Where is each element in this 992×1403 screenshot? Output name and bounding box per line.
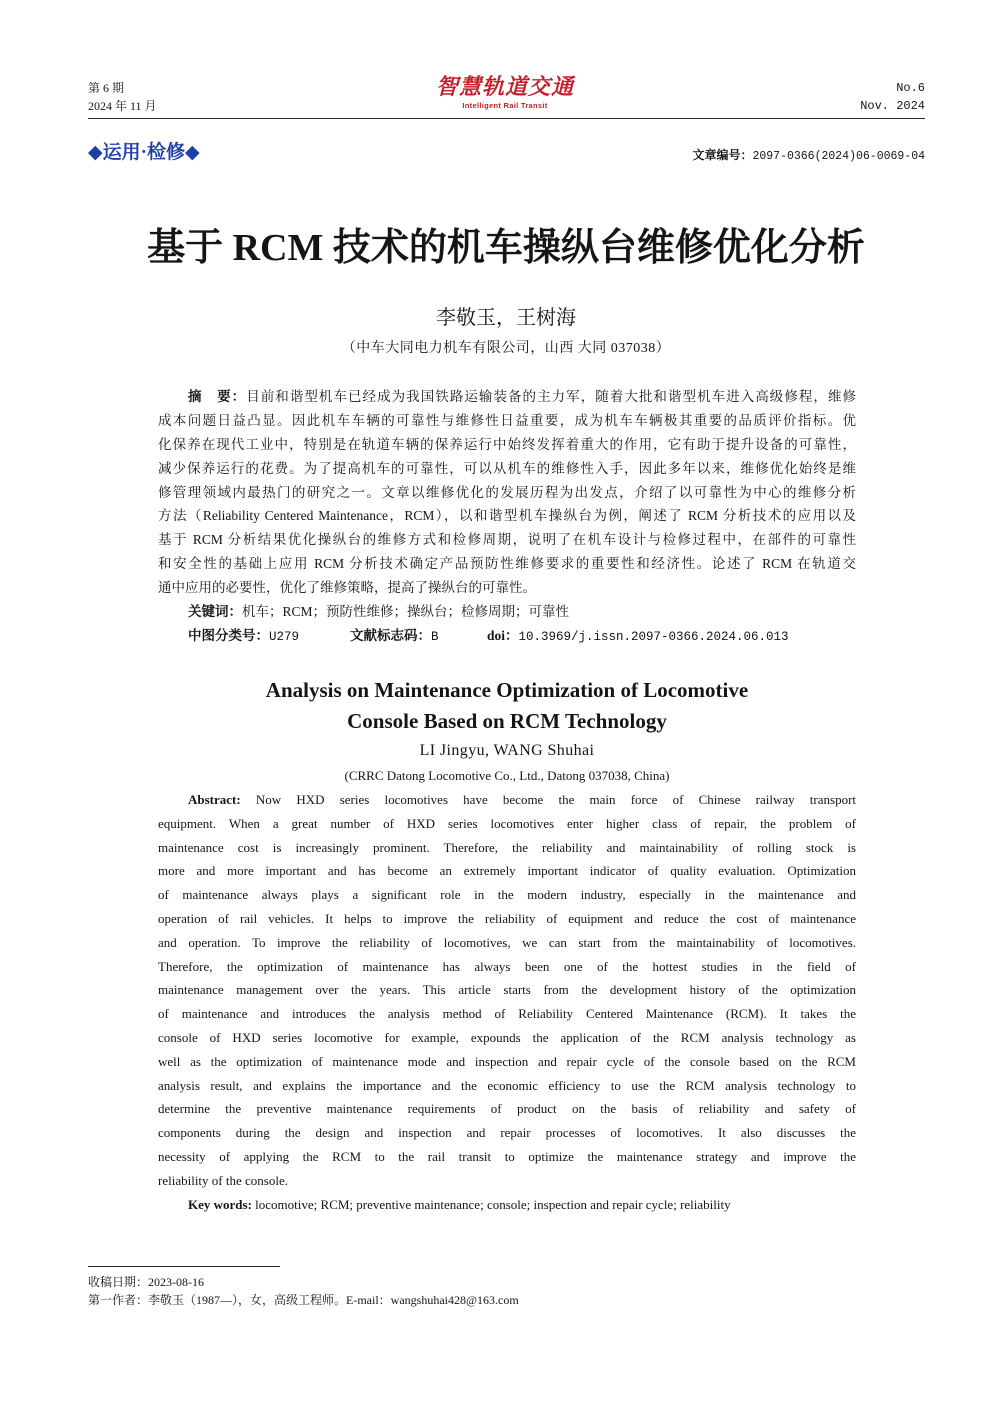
first-author-info: 第一作者：李敬玉（1987—），女，高级工程师。E-mail：wangshuhai428@163.com — [88, 1293, 519, 1307]
abstract-cn-line: 减少保养运行的花费。为了提高机车的可靠性，可以从机车的维修性入手，因此多年以来，维修优化始终是维 — [158, 460, 856, 476]
abstract-cn-line: 成本问题日益凸显。因此机车车辆的可靠性与维修性日益重要，成为机车车辆极其重要的品质评价指标。优 — [158, 412, 856, 428]
abstract-en-line — [158, 788, 856, 812]
abstract-en-line: equipment. When a great number of HXD series locomotives enter higher class of repair, the problem of — [158, 815, 856, 831]
issue-date-cn: 2024 年 11 月 — [88, 99, 157, 113]
abstract-cn — [158, 385, 856, 648]
abstract-en-line: more and more important and has become an extremely important indicator of quality evaluation. Optimization — [158, 863, 856, 879]
abstract-en-label: Abstract: — [188, 792, 241, 807]
abstract-en-line: console of HXD series locomotive for example, expounds the application of the RCM analysis technology as — [158, 1029, 856, 1045]
title-en — [158, 675, 856, 737]
header-rule — [88, 118, 925, 119]
abstract-cn-line: 方法（Reliability Centered Maintenance，RCM），以和谐型机车操纵台为例，阐述了 RCM 分析技术的应用以及 — [158, 508, 856, 524]
abstract-cn-line: 修管理领域内最热门的研究之一。文章以维修优化的发展历程为出发点，介绍了以可靠性为中心的维修分析 — [158, 484, 856, 500]
abstract-en-line: of maintenance and introduces the analysis method of Reliability Centered Maintenance (RCM). It takes the — [158, 1006, 856, 1022]
abstract-en — [158, 788, 856, 1216]
abstract-en-line: analysis result, and explains the importance and the economic efficiency to use the RCM analysis technology to — [158, 1077, 856, 1093]
document-code-label: 文献标志码： — [350, 627, 431, 643]
document-code — [350, 624, 439, 650]
abstract-en-line: components during the design and inspection and repair processes of locomotives. It also discusses the — [158, 1125, 856, 1141]
footnote-rule — [88, 1266, 280, 1267]
abstract-en-line: maintenance management over the years. This article starts from the development history of the optimization — [158, 982, 856, 998]
affiliation-en: (CRRC Datong Locomotive Co., Ltd., Datong 037038, China) — [344, 768, 670, 783]
doi-label: doi： — [487, 627, 519, 643]
abstract-en-line: reliability of the console. — [158, 1172, 288, 1188]
title-en-line: Analysis on Maintenance Optimization of Locomotive — [265, 678, 749, 702]
issue-number-en: No.6 — [896, 81, 925, 95]
journal-name-en: Intelligent Rail Transit — [462, 101, 548, 110]
abstract-en-line: of maintenance always plays a significant role in the modern industry, especially in the maintenance and — [158, 887, 856, 903]
abstract-en-line: operation of rail vehicles. It helps to improve the reliability of equipment and reduce the cost of maintenance — [158, 910, 856, 926]
abstract-cn-label: 摘 要： — [188, 389, 247, 404]
article-number — [692, 147, 925, 165]
journal-name-cn: 智慧轨道交通 — [435, 74, 574, 99]
abstract-en-line: determine the preventive maintenance requirements of product on the basis of reliability and safety of — [158, 1101, 856, 1117]
header-right — [860, 79, 925, 115]
keywords-en-text: locomotive; RCM; preventive maintenance; console; inspection and repair cycle; reliability — [255, 1196, 731, 1212]
abstract-cn-text: 目前和谐型机车已经成为我国铁路运输装备的主力军，随着大批和谐型机车进入高级修程，维修 — [246, 389, 857, 404]
clc-number — [188, 624, 299, 650]
abstract-cn-line: 和安全性的基础上应用 RCM 分析技术确定产品预防性维修要求的重要性和经济性。论述了 RCM 在轨道交 — [158, 556, 856, 572]
abstract-cn-line: 基于 RCM 分析结果优化操纵台的维修方式和检修周期，说明了在机车设计与检修过程中，在部件的可靠性 — [158, 532, 856, 548]
keywords-cn — [158, 600, 856, 624]
affiliation-cn: （中车大同电力机车有限公司，山西 大同 037038） — [341, 341, 671, 356]
issue-number-cn: 第 6 期 — [88, 81, 125, 95]
authors-cn: 李敬玉，王树海 — [436, 307, 576, 329]
document-code-value: B — [431, 629, 439, 644]
abstract-en-line: necessity of applying the RCM to the rail transit to optimize the maintenance strategy and improve the — [158, 1148, 856, 1164]
abstract-cn-line: 通中应用的必要性，优化了维修策略，提高了操纵台的可靠性。 — [158, 580, 536, 596]
footnote — [88, 1273, 519, 1309]
abstract-cn-line — [158, 385, 856, 409]
doi-value: 10.3969/j.issn.2097-0366.2024.06.013 — [518, 629, 789, 644]
abstract-cn-line: 化保养在现代工业中，特别是在轨道车辆的保养运行中始终发挥着重大的作用，它有助于提升设备的可靠性， — [158, 436, 856, 452]
doi — [487, 624, 789, 650]
clc-value: U279 — [269, 629, 300, 644]
article-number-value: 2097-0366(2024)06-0069-04 — [752, 150, 925, 163]
authors-en: LI Jingyu, WANG Shuhai — [419, 742, 595, 759]
keywords-cn-text: 机车；RCM；预防性维修；操纵台；检修周期；可靠性 — [242, 604, 570, 620]
abstract-en-line: well as the optimization of maintenance mode and inspection and repair cycle of the console based on the RCM — [158, 1053, 856, 1069]
journal-logo — [100, 73, 910, 112]
keywords-cn-label: 关键词： — [188, 604, 242, 620]
keywords-en-label: Key words: — [188, 1196, 252, 1212]
section-tag: ◆运用·检修◆ — [88, 142, 200, 163]
issue-date-en: Nov. 2024 — [860, 99, 925, 113]
article-number-label: 文章编号： — [692, 148, 753, 162]
abstract-en-line: Therefore, the optimization of maintenance has always been one of the hottest studies in the field of — [158, 958, 856, 974]
title-cn: 基于 RCM 技术的机车操纵台维修优化分析 — [147, 227, 865, 269]
keywords-en — [158, 1193, 856, 1217]
classification-line — [158, 624, 856, 648]
abstract-en-line: maintenance cost is increasingly prominent. Therefore, the reliability and maintainability of rolling stock is — [158, 839, 856, 855]
abstract-en-text: Now HXD series locomotives have become the main force of Chinese railway transport — [255, 792, 857, 807]
abstract-en-line: and operation. To improve the reliability of locomotives, we can start from the maintainability of locomotives. — [158, 934, 856, 950]
clc-label: 中图分类号： — [188, 627, 269, 643]
title-en-line: Console Based on RCM Technology — [347, 709, 667, 733]
received-date: 收稿日期：2023-08-16 — [88, 1275, 204, 1289]
